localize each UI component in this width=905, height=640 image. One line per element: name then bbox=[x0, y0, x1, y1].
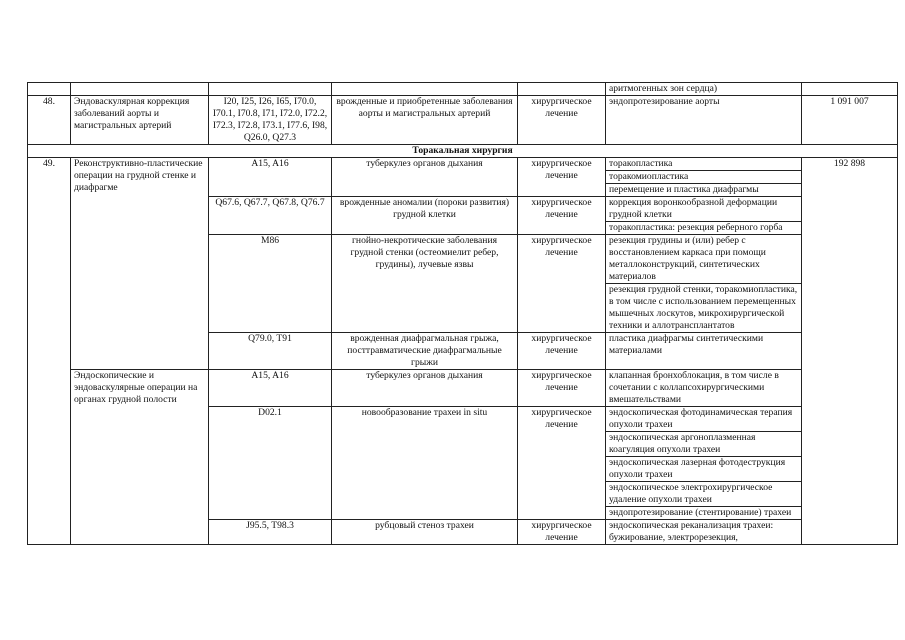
icd-codes: A15, A16 bbox=[209, 370, 332, 407]
diagnosis: новообразование трахеи in situ bbox=[332, 407, 518, 520]
method-cell bbox=[606, 235, 802, 333]
services-table bbox=[27, 82, 898, 545]
price: 192 898 bbox=[802, 158, 898, 545]
method-item: эндоскопическое электрохирургическое удаление опухоли трахеи bbox=[606, 481, 801, 506]
icd-codes: M86 bbox=[209, 235, 332, 333]
icd-codes: J95.5, T98.3 bbox=[209, 520, 332, 545]
method-cell bbox=[606, 197, 802, 235]
icd-codes: Q67.6, Q67.7, Q67.8, Q76.7 bbox=[209, 197, 332, 235]
icd-codes: D02.1 bbox=[209, 407, 332, 520]
method-cell bbox=[606, 370, 802, 407]
table-row-48 bbox=[28, 96, 898, 145]
method-item: эндоскопическая фотодинамическая терапия опухоли трахеи bbox=[609, 407, 793, 430]
table-row bbox=[28, 370, 898, 407]
treatment-type: хирургическое лечение bbox=[518, 370, 606, 407]
price: 1 091 007 bbox=[802, 96, 898, 145]
method-item: эндоскопическая реканализация трахеи: бужирование, электрорезекция, bbox=[609, 520, 774, 543]
diagnosis: врожденные аномалии (пороки развития) грудной клетки bbox=[332, 197, 518, 235]
icd-codes: Q79.0, T91 bbox=[209, 333, 332, 370]
method-item: эндопротезирование (стентирование) трахеи bbox=[606, 506, 801, 519]
method-cell bbox=[606, 333, 802, 370]
method-item: торакопластика bbox=[609, 158, 673, 169]
method-item: эндоскопическая лазерная фотодеструкция опухоли трахеи bbox=[606, 456, 801, 481]
method-cell bbox=[606, 407, 802, 520]
method-item: резекция грудины и (или) ребер с восстановлением каркаса при помощи металлоконструкций, синтетических материалов bbox=[609, 235, 766, 282]
row-number: 49. bbox=[28, 158, 71, 545]
diagnosis: туберкулез органов дыхания bbox=[332, 370, 518, 407]
document-page bbox=[27, 82, 897, 545]
section-header-row bbox=[28, 145, 898, 158]
service-name: Эндоскопические и эндоваскулярные операции на органах грудной полости bbox=[71, 370, 209, 545]
method-cell bbox=[606, 158, 802, 197]
treatment-type: хирургическое лечение bbox=[518, 96, 606, 145]
method-cell: эндопротезирование аорты bbox=[606, 96, 802, 145]
icd-codes: A15, A16 bbox=[209, 158, 332, 197]
method-cell bbox=[606, 520, 802, 545]
service-name: Реконструктивно-пластические операции на грудной стенке и диафрагме bbox=[71, 158, 209, 370]
method-item: торакопластика: резекция реберного горба bbox=[606, 221, 801, 234]
method-item: пластика диафрагмы синтетическими материалами bbox=[609, 333, 764, 356]
method-item: клапанная бронхоблокация, в том числе в сочетании с коллапсохирургическими вмешательствами bbox=[609, 370, 779, 405]
table-row-continuation bbox=[28, 83, 898, 96]
diagnosis: врожденные и приобретенные заболевания аорты и магистральных артерий bbox=[332, 96, 518, 145]
icd-codes: I20, I25, I26, I65, I70.0, I70.1, I70.8, I71, I72.0, I72.2, I72.3, I72.8, I73.1, I77.6, I98, Q26.0, Q27.3 bbox=[209, 96, 332, 145]
service-name: Эндоваскулярная коррекция заболеваний аорты и магистральных артерий bbox=[71, 96, 209, 145]
method-item: эндоскопическая аргоноплазменная коагуляция опухоли трахеи bbox=[606, 431, 801, 456]
method-cell: аритмогенных зон сердца) bbox=[606, 83, 802, 96]
table-row bbox=[28, 158, 898, 197]
diagnosis: гнойно-некротические заболевания грудной стенки (остеомиелит ребер, грудины), лучевые язвы bbox=[332, 235, 518, 333]
row-number: 48. bbox=[28, 96, 71, 145]
treatment-type: хирургическое лечение bbox=[518, 520, 606, 545]
method-item: перемещение и пластика диафрагмы bbox=[606, 183, 801, 196]
treatment-type: хирургическое лечение bbox=[518, 235, 606, 333]
treatment-type: хирургическое лечение bbox=[518, 197, 606, 235]
method-item: коррекция воронкообразной деформации грудной клетки bbox=[609, 197, 778, 220]
diagnosis: врожденная диафрагмальная грыжа, посттравматические диафрагмальные грыжи bbox=[332, 333, 518, 370]
treatment-type: хирургическое лечение bbox=[518, 158, 606, 197]
method-item: торакомиопластика bbox=[606, 170, 801, 183]
method-item: резекция грудной стенки, торакомиопластика, в том числе с использованием перемещенных мышечных лоскутов, микрохирургической техники и аллотрансплантатов bbox=[606, 283, 801, 332]
diagnosis: туберкулез органов дыхания bbox=[332, 158, 518, 197]
diagnosis: рубцовый стеноз трахеи bbox=[332, 520, 518, 545]
treatment-type: хирургическое лечение bbox=[518, 407, 606, 520]
section-title: Торакальная хирургия bbox=[28, 145, 898, 158]
treatment-type: хирургическое лечение bbox=[518, 333, 606, 370]
